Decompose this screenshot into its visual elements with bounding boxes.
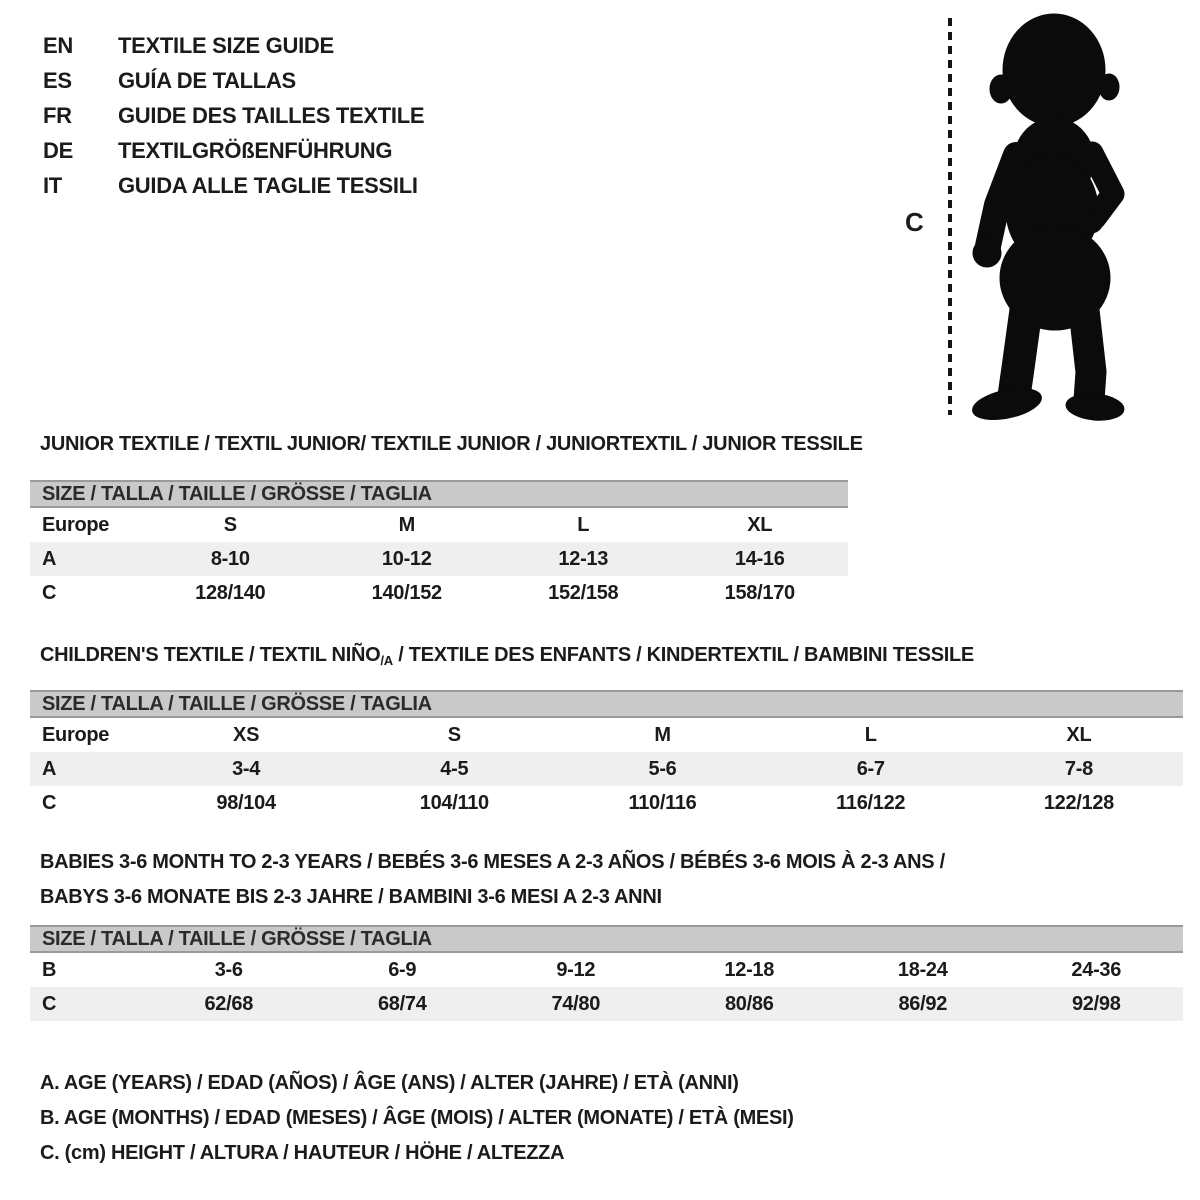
height-cell: 104/110 [419,791,489,814]
age-cell: 7-8 [1064,757,1093,780]
height-cell: 152/158 [548,581,619,604]
children-title-pre: CHILDREN'S TEXTILE / TEXTIL NIÑO [40,644,381,666]
row-label: B [42,958,57,981]
height-cell: 68/74 [377,992,427,1015]
size-cell: XL [1066,723,1092,746]
language-title: TEXTILE SIZE GUIDE [118,33,334,58]
table-row-months [30,953,1183,987]
children-size-table [30,690,1183,820]
size-cell: L [864,723,877,746]
size-cell: S [447,723,461,746]
language-row-fr [43,98,424,133]
row-label: C [42,581,57,604]
babies-section-title-line2: BABYS 3-6 MONATE BIS 2-3 JAHRE / BAMBINI 3-6 MESI A 2-3 ANNI [40,886,662,908]
babies-size-table [30,925,1183,1021]
size-cell: L [577,513,590,536]
age-cell: 3-4 [232,757,261,780]
months-cell: 12-18 [724,958,775,981]
size-header-bar: SIZE / TALLA / TAILLE / GRÖSSE / TAGLIA [30,690,1183,718]
language-list [43,28,424,203]
size-cell: S [223,513,237,536]
months-cell: 3-6 [214,958,243,981]
months-cell: 9-12 [556,958,596,981]
babies-section-title-line1: BABIES 3-6 MONTH TO 2-3 YEARS / BEBÉS 3-6 MESES A 2-3 AÑOS / BÉBÉS 3-6 MOIS À 2-3 ANS / [40,851,945,873]
legend-height-cm: C. (cm) HEIGHT / ALTURA / HAUTEUR / HÖHE / ALTEZZA [40,1142,565,1164]
height-measure-dashed-line [948,18,952,415]
junior-size-table [30,480,848,610]
size-header-bar: SIZE / TALLA / TAILLE / GRÖSSE / TAGLIA [30,925,1183,953]
language-code: FR [43,103,72,128]
language-row-it [43,168,424,203]
language-title: GUIDA ALLE TAGLIE TESSILI [118,173,418,198]
height-cell: 62/68 [204,992,254,1015]
table-row-age [30,542,848,576]
language-code: ES [43,68,72,93]
height-measure-label: C [905,207,924,237]
size-cell: XS [233,723,260,746]
row-label: A [42,757,57,780]
age-cell: 10-12 [381,547,432,570]
row-label: C [42,992,57,1015]
table-row-height [30,576,848,610]
measurement-legend [40,1066,794,1171]
height-cell: 74/80 [551,992,601,1015]
language-code: IT [43,173,62,198]
age-cell: 14-16 [734,547,785,570]
height-cell: 158/170 [724,581,795,604]
table-row-height [30,786,1183,820]
size-header-bar: SIZE / TALLA / TAILLE / GRÖSSE / TAGLIA [30,480,848,508]
months-cell: 18-24 [897,958,948,981]
height-cell: 86/92 [898,992,948,1015]
height-cell: 116/122 [836,791,906,814]
row-label: A [42,547,57,570]
age-cell: 8-10 [210,547,250,570]
legend-age-years: A. AGE (YEARS) / EDAD (AÑOS) / ÂGE (ANS) / ALTER (JAHRE) / ETÀ (ANNI) [40,1072,739,1094]
row-label: Europe [42,513,110,536]
row-label: C [42,791,57,814]
table-row-height [30,987,1183,1021]
height-cell: 110/116 [628,791,697,814]
language-row-de [43,133,424,168]
age-cell: 4-5 [440,757,469,780]
language-title: TEXTILGRÖßENFÜHRUNG [118,138,393,163]
size-cell: M [654,723,671,746]
language-code: EN [43,33,73,58]
age-cell: 6-7 [856,757,885,780]
age-cell: 12-13 [558,547,609,570]
language-row-en [43,28,424,63]
height-cell: 128/140 [195,581,266,604]
height-cell: 140/152 [371,581,442,604]
height-cell: 80/86 [724,992,774,1015]
size-cell: XL [747,513,773,536]
months-cell: 24-36 [1071,958,1122,981]
children-title-subscript: /A [380,653,393,668]
baby-silhouette-icon [962,10,1142,422]
table-row-europe [30,718,1183,752]
language-code: DE [43,138,73,163]
age-cell: 5-6 [648,757,677,780]
language-row-es [43,63,424,98]
height-cell: 98/104 [216,791,276,814]
row-label: Europe [42,723,110,746]
children-title-post: / TEXTILE DES ENFANTS / KINDERTEXTIL / BAMBINI TESSILE [392,644,974,666]
language-title: GUÍA DE TALLAS [118,68,296,93]
language-title: GUIDE DES TAILLES TEXTILE [118,103,425,128]
height-cell: 122/128 [1043,791,1115,814]
table-row-europe [30,508,848,542]
months-cell: 6-9 [388,958,417,981]
children-section-title [40,644,974,667]
size-cell: M [398,513,415,536]
height-cell: 92/98 [1071,992,1121,1015]
table-row-age [30,752,1183,786]
junior-section-title: JUNIOR TEXTILE / TEXTIL JUNIOR/ TEXTILE JUNIOR / JUNIORTEXTIL / JUNIOR TESSILE [40,433,863,455]
legend-age-months: B. AGE (MONTHS) / EDAD (MESES) / ÂGE (MOIS) / ALTER (MONATE) / ETÀ (MESI) [40,1107,794,1129]
